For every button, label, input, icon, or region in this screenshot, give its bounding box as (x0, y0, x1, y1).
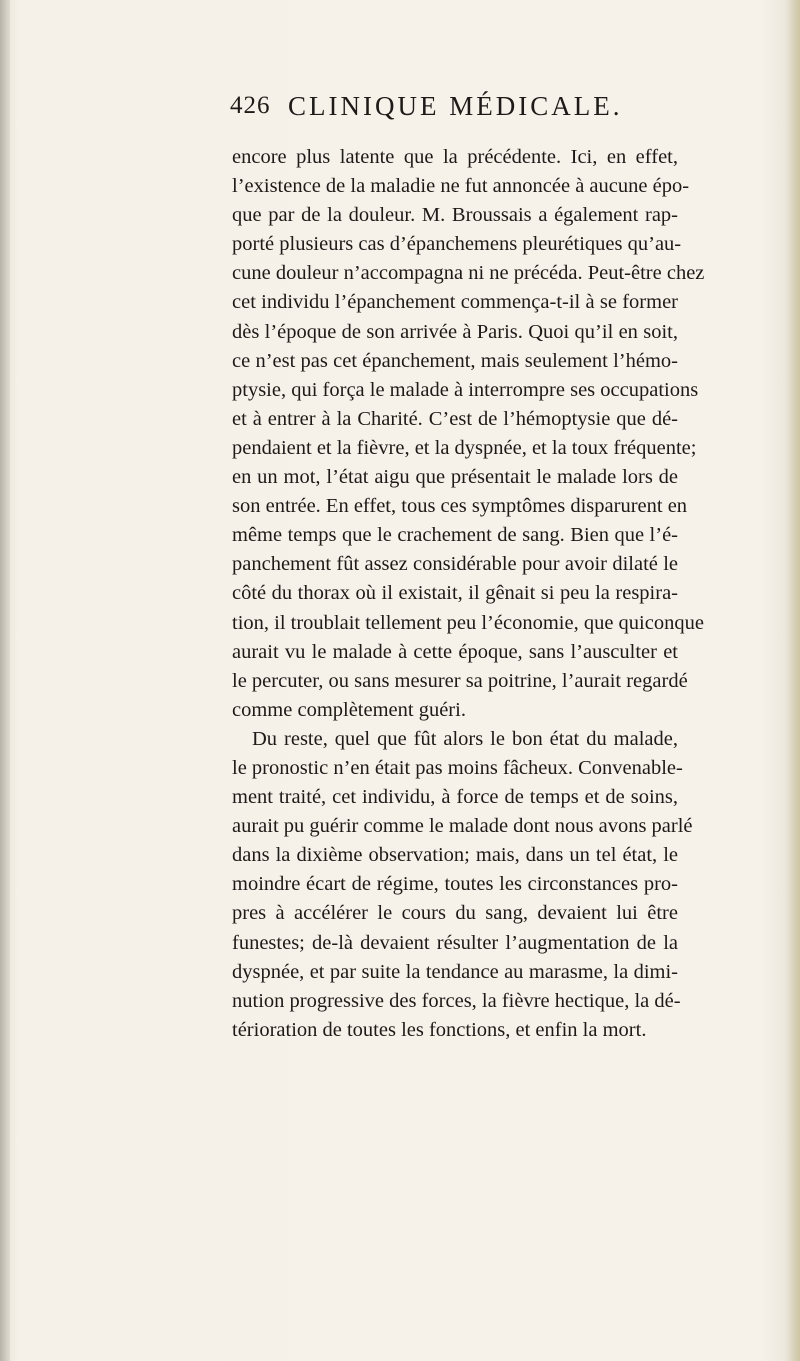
running-title: CLINIQUE MÉDICALE. (288, 91, 623, 121)
text-line: cune douleur n’accompagna ni ne précéda. Peut-être chez (232, 262, 705, 285)
text-line: et à entrer à la Charité. C’est de l’hémoptysie que dé- (232, 407, 678, 430)
text-line: dans la dixième observation; mais, dans un tel état, le (232, 844, 678, 867)
text-line: le percuter, ou sans mesurer sa poitrine, l’aurait regardé (232, 669, 688, 692)
text-line: côté du thorax où il existait, il gênait si peu la respira- (232, 582, 678, 605)
text-line: ce n’est pas cet épanchement, mais seulement l’hémo- (232, 349, 678, 372)
text-line: panchement fût assez considérable pour avoir dilaté le (232, 553, 678, 576)
text-line: nution progressive des forces, la fièvre hectique, la dé- (232, 989, 681, 1012)
text-line: l’existence de la maladie ne fut annoncée à aucune épo- (232, 175, 690, 198)
spine-shadow (0, 0, 10, 1361)
text-line: ptysie, qui força le malade à interrompre ses occupations (232, 378, 699, 401)
text-line: pendaient et la fièvre, et la dyspnée, et la toux fréquente; (232, 436, 697, 459)
text-line: ment traité, cet individu, à force de temps et de soins, (232, 786, 678, 809)
text-line: son entrée. En effet, tous ces symptômes disparurent en (232, 495, 688, 518)
page-header (230, 92, 680, 132)
text-line: Du reste, quel que fût alors le bon état du malade, (252, 727, 678, 750)
text-line: aurait pu guérir comme le malade dont nous avons parlé (232, 815, 693, 838)
text-line: térioration de toutes les fonctions, et enfin la mort. (232, 1018, 647, 1041)
text-line: encore plus latente que la précédente. Ici, en effet, (232, 146, 678, 168)
page-number: 426 (230, 92, 271, 119)
text-line: dès l’époque de son arrivée à Paris. Quoi qu’il en soit, (232, 320, 678, 343)
body-text (232, 143, 705, 1045)
text-line: aurait vu le malade à cette époque, sans l’ausculter et (232, 640, 678, 663)
text-line: même temps que le crachement de sang. Bien que l’é- (232, 524, 678, 547)
text-line: comme complètement guéri. (232, 698, 466, 721)
page-edge (786, 0, 800, 1361)
text-line: funestes; de-là devaient résulter l’augmentation de la (232, 931, 678, 954)
text-line: pres à accélérer le cours du sang, devaient lui être (232, 902, 678, 925)
text-line: tion, il troublait tellement peu l’économie, que quiconque (232, 611, 704, 634)
text-line: le pronostic n’en était pas moins fâcheux. Convenable- (232, 756, 683, 779)
text-line: que par de la douleur. M. Broussais a également rap- (232, 204, 678, 227)
text-line: porté plusieurs cas d’épanchemens pleurétiques qu’au- (232, 233, 682, 256)
text-line: en un mot, l’état aigu que présentait le malade lors de (232, 466, 678, 489)
text-line: dyspnée, et par suite la tendance au marasme, la dimi- (232, 960, 678, 983)
text-line: moindre écart de régime, toutes les circonstances pro- (232, 873, 678, 896)
text-line: cet individu l’épanchement commença-t-il à se former (232, 291, 678, 314)
